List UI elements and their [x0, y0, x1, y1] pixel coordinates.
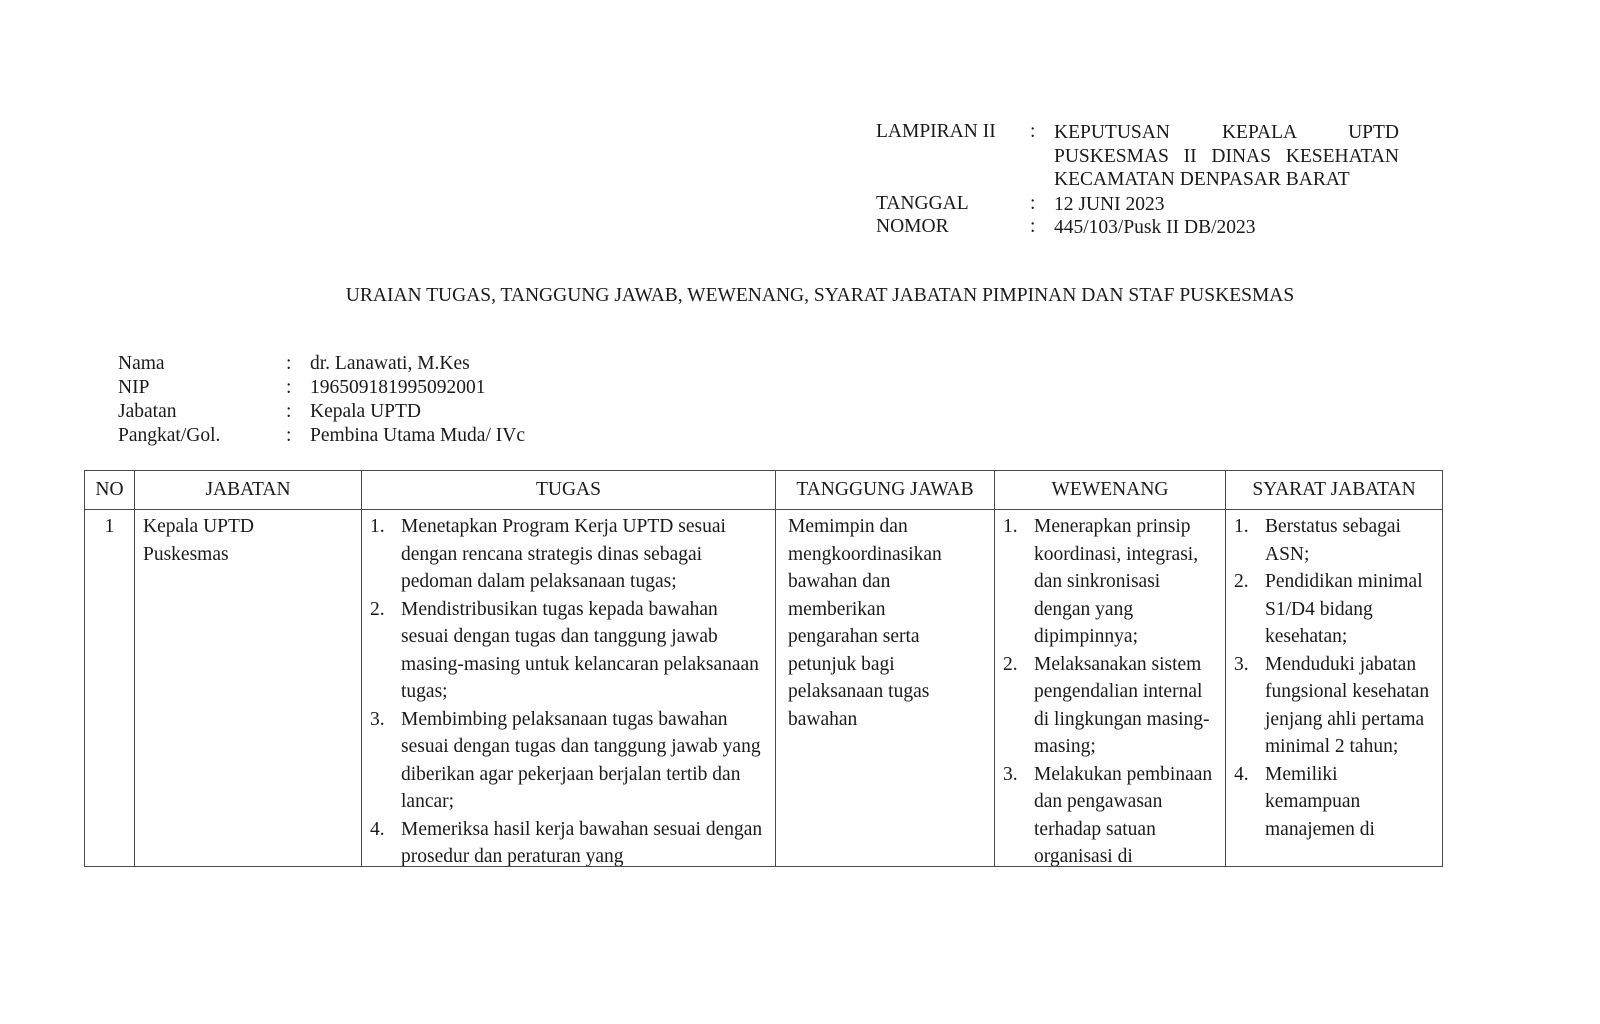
duties-table — [84, 470, 1443, 867]
list-text: Menduduki jabatan fungsional kesehatan jenjang ahli pertama minimal 2 tahun; — [1265, 653, 1430, 757]
cell-wewenang — [995, 510, 1226, 867]
list-text: Membimbing pelaksanaan tugas bawahan sesuai dengan tugas dan tanggung jawab yang diberikan agar pekerjaan berjalan tertib dan lancar; — [401, 708, 761, 812]
list-item — [370, 513, 767, 596]
syarat-list — [1234, 513, 1434, 843]
lampiran-colon: : — [1030, 121, 1036, 142]
list-item — [1234, 513, 1434, 568]
identity-colon: : — [286, 425, 292, 446]
cell-jabatan — [135, 510, 362, 867]
list-number: 2. — [370, 598, 385, 620]
list-item — [1234, 568, 1434, 651]
lampiran-label: LAMPIRAN II — [876, 121, 996, 142]
list-item — [1003, 761, 1217, 867]
cell-tanggung-jawab — [776, 510, 995, 867]
list-item — [1234, 761, 1434, 844]
list-number: 4. — [370, 818, 385, 840]
list-number: 3. — [370, 708, 385, 730]
header-wewenang: WEWENANG — [995, 471, 1226, 510]
header-tugas: TUGAS — [362, 471, 776, 510]
list-item — [370, 596, 767, 706]
list-number: 1. — [1003, 516, 1018, 537]
identity-label: Jabatan — [118, 401, 177, 422]
table-header-row — [85, 471, 1443, 510]
wewenang-list — [1003, 513, 1217, 866]
identity-value: 196509181995092001 — [310, 377, 486, 398]
header-syarat-jabatan: SYARAT JABATAN — [1226, 471, 1443, 510]
document-title: URAIAN TUGAS, TANGGUNG JAWAB, WEWENANG, SYARAT JABATAN PIMPINAN DAN STAF PUSKESMAS — [345, 285, 1295, 306]
list-number: 3. — [1003, 763, 1018, 785]
list-text: Memiliki kemampuan manajemen di — [1265, 763, 1375, 840]
tugas-list-wrap — [362, 510, 775, 866]
list-text: Pendidikan minimal S1/D4 bidang kesehatan; — [1265, 571, 1423, 647]
cell-no — [85, 510, 135, 867]
header-no: NO — [85, 471, 135, 510]
lampiran-value-line: KECAMATAN DENPASAR BARAT — [1054, 169, 1350, 190]
tugas-list — [370, 513, 767, 866]
identity-value: Kepala UPTD — [310, 401, 422, 422]
lampiran-value-line: KEPUTUSAN KEPALA UPTD — [1054, 122, 1399, 143]
cell-tugas — [362, 510, 776, 867]
list-text: Mendistribusikan tugas kepada bawahan sesuai dengan tugas dan tanggung jawab masing-masing untuk kelancaran pelaksanaan tugas; — [401, 598, 759, 702]
list-item — [370, 706, 767, 816]
cell-syarat-jabatan — [1226, 510, 1443, 867]
table-row — [85, 510, 1443, 867]
tanggal-colon: : — [1030, 193, 1036, 214]
nomor-colon: : — [1030, 216, 1036, 237]
tanggal-value: 12 JUNI 2023 — [1054, 194, 1165, 215]
identity-colon: : — [286, 401, 292, 422]
list-text: Menerapkan prinsip koordinasi, integrasi, dan sinkronisasi dengan yang dipimpinnya; — [1034, 516, 1199, 647]
lampiran-value — [1054, 121, 1399, 192]
list-number: 1. — [1234, 516, 1249, 537]
list-item — [1003, 651, 1217, 761]
list-number: 2. — [1003, 653, 1018, 675]
identity-label: Nama — [118, 353, 165, 374]
header-tanggung-jawab: TANGGUNG JAWAB — [776, 471, 995, 510]
list-item — [1003, 513, 1217, 651]
list-number: 1. — [370, 516, 385, 537]
list-number: 3. — [1234, 653, 1249, 675]
identity-label: NIP — [118, 377, 150, 398]
identity-value: dr. Lanawati, M.Kes — [310, 353, 470, 374]
identity-colon: : — [286, 353, 292, 374]
list-number: 4. — [1234, 763, 1249, 785]
header-jabatan: JABATAN — [135, 471, 362, 510]
cell-no-text: 1 — [104, 516, 115, 537]
list-text: Memeriksa hasil kerja bawahan sesuai dengan prosedur dan peraturan yang — [401, 818, 763, 866]
cell-jabatan-text: Kepala UPTD Puskesmas — [143, 516, 255, 565]
nomor-label: NOMOR — [876, 216, 949, 237]
list-number: 2. — [1234, 571, 1249, 592]
wewenang-list-wrap — [995, 510, 1225, 866]
list-text: Melakukan pembinaan dan pengawasan terhadap satuan organisasi di — [1034, 763, 1213, 866]
list-item — [370, 816, 767, 867]
list-item — [1234, 651, 1434, 761]
lampiran-value-line: PUSKESMAS II DINAS KESEHATAN — [1054, 145, 1399, 167]
identity-value: Pembina Utama Muda/ IVc — [310, 425, 525, 446]
tanggal-label: TANGGAL — [876, 193, 969, 214]
syarat-list-wrap — [1226, 510, 1442, 866]
list-text: Menetapkan Program Kerja UPTD sesuai dengan rencana strategis dinas sebagai pedoman dalam pelaksanaan tugas; — [401, 516, 726, 592]
list-text: Berstatus sebagai ASN; — [1265, 516, 1401, 565]
identity-label: Pangkat/Gol. — [118, 425, 221, 446]
nomor-value: 445/103/Pusk II DB/2023 — [1054, 217, 1256, 238]
cell-tanggung-jawab-text: Memimpin dan mengkoordinasikan bawahan dan memberikan pengarahan serta petunjuk bagi pelaksanaan tugas bawahan — [788, 516, 942, 730]
identity-colon: : — [286, 377, 292, 398]
list-text: Melaksanakan sistem pengendalian internal di lingkungan masing-masing; — [1034, 653, 1210, 757]
